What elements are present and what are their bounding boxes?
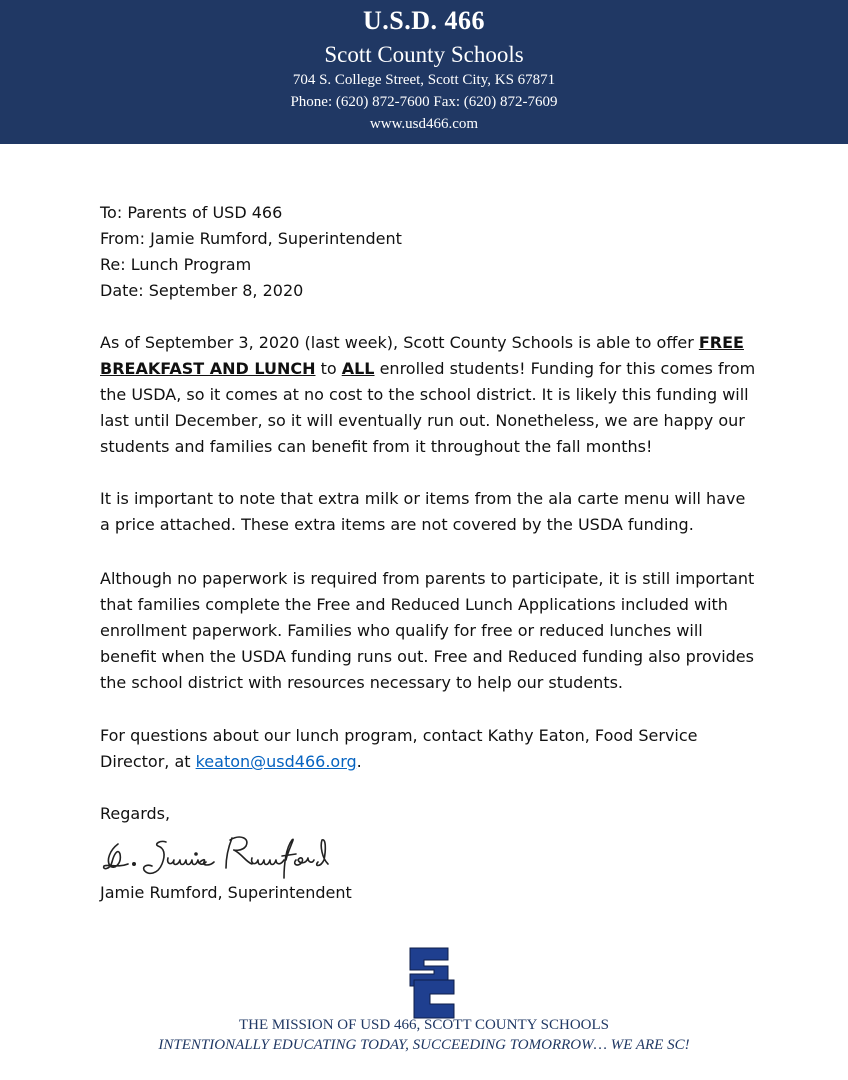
closing-regards: Regards, (100, 804, 171, 823)
paragraph-contact (100, 723, 760, 775)
memo-date: Date: September 8, 2020 (100, 281, 304, 300)
district-phone-fax: Phone: (620) 872-7600 Fax: (620) 872-7609 (290, 94, 558, 110)
district-address: 704 S. College Street, Scott City, KS 67871 (292, 72, 556, 88)
signature (100, 824, 330, 884)
free-meals-emphasis: FREE BREAKFAST AND LUNCH (100, 333, 744, 378)
memo-from: From: Jamie Rumford, Superintendent (100, 229, 402, 248)
sc-logo (402, 944, 462, 1020)
memo-re: Re: Lunch Program (100, 255, 252, 274)
all-emphasis: ALL (341, 359, 375, 378)
paragraph-text: As of September 3, 2020 (last week), Scott County Schools is able to offer (100, 333, 699, 352)
district-subtitle: Scott County Schools (324, 42, 524, 67)
mission-slogan: INTENTIONALLY EDUCATING TODAY, SUCCEEDING TOMORROW… WE ARE SC! (158, 1037, 690, 1053)
mission-heading: THE MISSION OF USD 466, SCOTT COUNTY SCHOOLS (238, 1017, 610, 1033)
paragraph-text: to (315, 359, 342, 378)
signer-name: Jamie Rumford, Superintendent (100, 883, 352, 902)
paragraph-text: enrolled students! Funding for this comes from the USDA, so it comes at no cost to the school district. It is likely this funding will last until December, so it will eventually run out. Nonetheless, we are happy our students and families can benefit from it throughout the fall months! (100, 359, 756, 456)
paragraph-extra-items: It is important to note that extra milk or items from the ala carte menu will have a price attached. These extra items are not covered by the USDA funding. (100, 489, 746, 534)
paragraph-text: . (356, 752, 362, 771)
letterhead (0, 0, 848, 144)
district-website: www.usd466.com (369, 116, 479, 132)
district-title: U.S.D. 466 (362, 6, 485, 35)
paragraph-applications: Although no paperwork is required from parents to participate, it is still important that families complete the Free and Reduced Lunch Applications included with enrollment paperwork. Families who qualify for free or reduced lunches will benefit when the USDA funding runs out. Free and Reduced funding also provides the school district with resources necessary to help our students. (100, 569, 755, 692)
memo-to: To: Parents of USD 466 (100, 203, 283, 222)
email-link[interactable]: keaton@usd466.org (195, 752, 357, 771)
paragraph-free-meals (100, 330, 760, 460)
paragraph-text: For questions about our lunch program, contact Kathy Eaton, Food Service Director, at (100, 726, 698, 771)
memo-block (100, 200, 760, 304)
